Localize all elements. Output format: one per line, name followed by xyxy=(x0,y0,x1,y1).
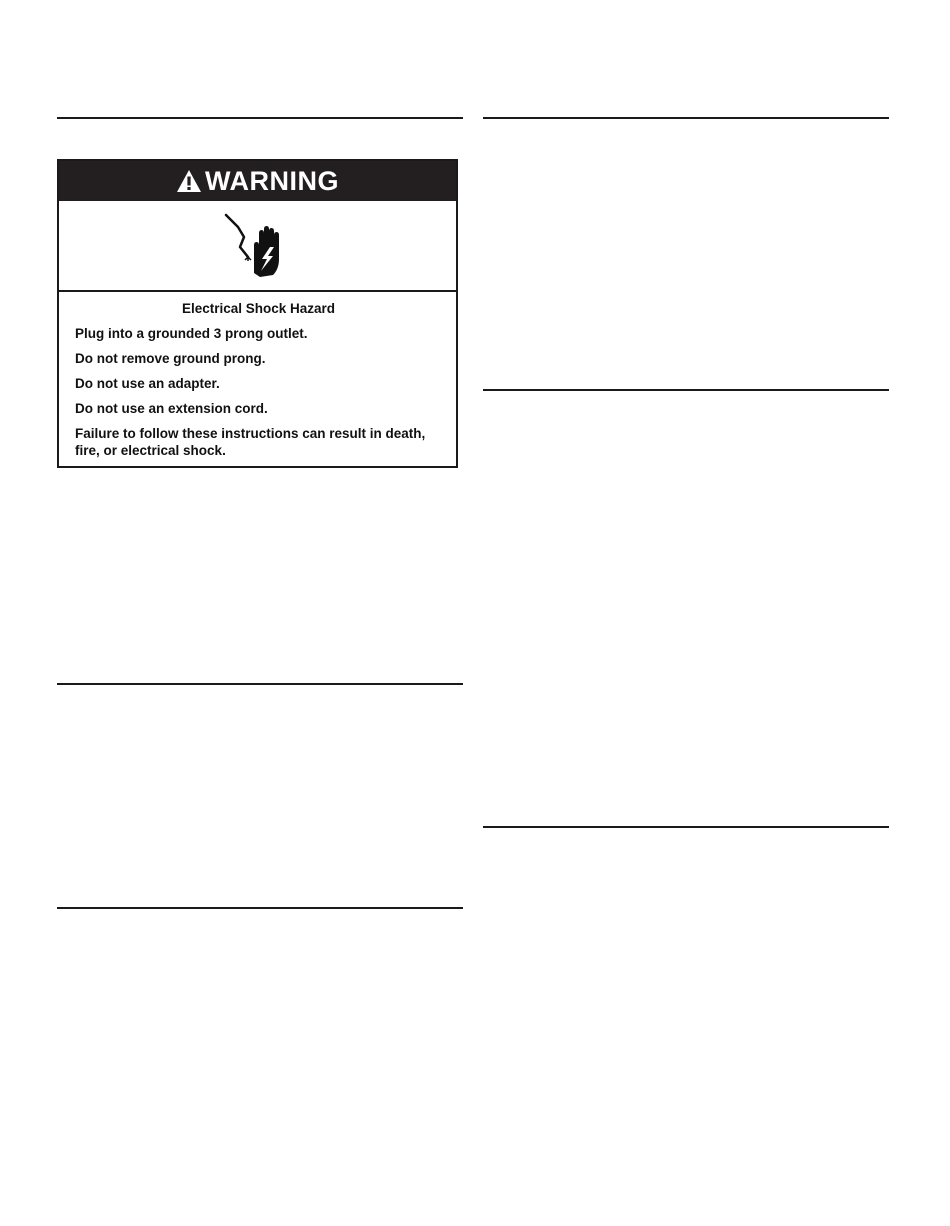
warning-triangle-icon xyxy=(176,169,202,193)
warning-consequence: Failure to follow these instructions can result in death, fire, or electrical shock. xyxy=(75,426,426,458)
warning-instruction: Plug into a grounded 3 prong outlet. xyxy=(75,326,308,341)
warning-instruction: Do not use an extension cord. xyxy=(75,401,268,416)
electrical-shock-hand-icon xyxy=(218,209,298,283)
section-divider-right-2 xyxy=(483,389,889,391)
section-divider-left-2 xyxy=(57,683,463,685)
section-divider-left-1 xyxy=(57,117,463,119)
warning-text-area xyxy=(59,292,456,459)
section-divider-right-1 xyxy=(483,117,889,119)
section-divider-right-3 xyxy=(483,826,889,828)
warning-header-text: WARNING xyxy=(205,165,339,196)
warning-icon-area xyxy=(59,201,456,292)
warning-header xyxy=(59,161,456,201)
hazard-title: Electrical Shock Hazard xyxy=(181,301,336,316)
warning-instruction: Do not use an adapter. xyxy=(75,376,220,391)
electrical-warning-box xyxy=(57,159,458,468)
section-divider-left-3 xyxy=(57,907,463,909)
warning-instruction: Do not remove ground prong. xyxy=(75,351,266,366)
